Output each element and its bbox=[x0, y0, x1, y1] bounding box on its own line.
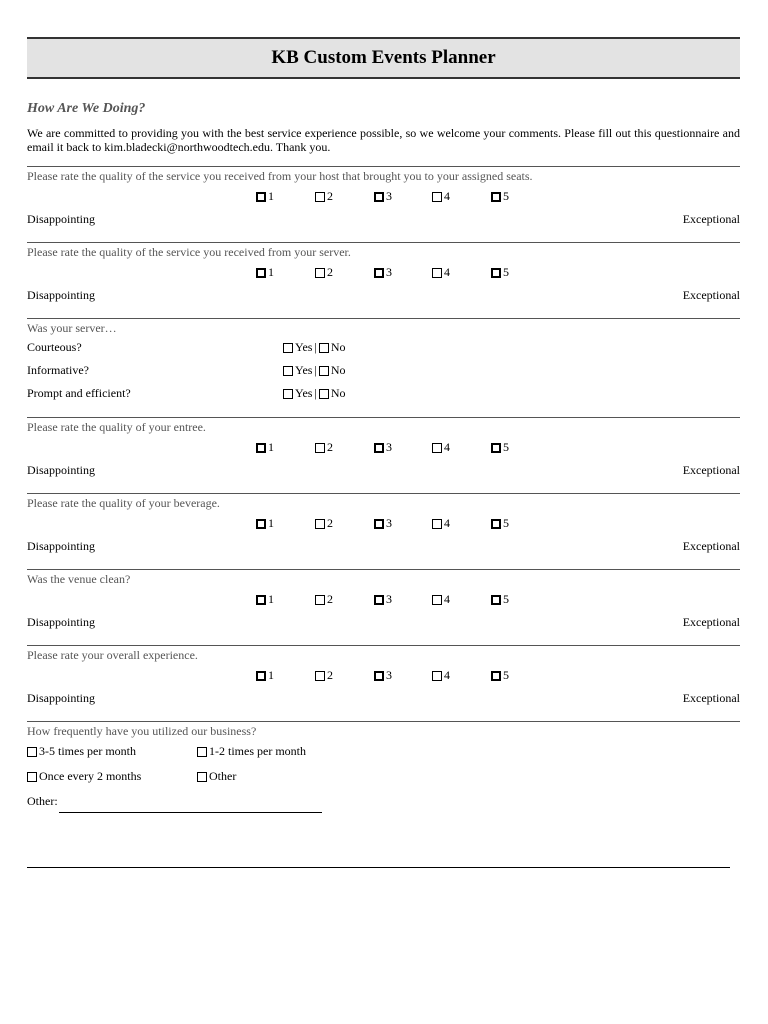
checkbox[interactable] bbox=[491, 595, 501, 605]
checkbox[interactable] bbox=[491, 192, 501, 202]
question-text: Was your server… bbox=[27, 321, 117, 335]
rating-option-3[interactable]: 3 bbox=[374, 592, 392, 607]
checkbox[interactable] bbox=[315, 671, 325, 681]
scale-low-label: Disappointing bbox=[27, 615, 95, 629]
frequency-option[interactable]: Other bbox=[197, 764, 236, 789]
frequency-option[interactable]: Once every 2 months bbox=[27, 764, 141, 789]
rating-host bbox=[27, 166, 740, 230]
checkbox[interactable] bbox=[432, 519, 442, 529]
rating-option-2[interactable]: 2 bbox=[315, 592, 333, 607]
checkbox[interactable] bbox=[256, 443, 266, 453]
frequency-option[interactable]: 1-2 times per month bbox=[197, 739, 306, 764]
question-text: Please rate the quality of the service you received from your host that brought you to your assigned seats. bbox=[27, 169, 533, 183]
survey-form bbox=[27, 37, 740, 813]
checkbox[interactable] bbox=[491, 268, 501, 278]
checkbox[interactable] bbox=[256, 192, 266, 202]
yes-label: Yes bbox=[295, 340, 313, 354]
scale-labels bbox=[27, 535, 740, 557]
scale-high-label: Exceptional bbox=[682, 539, 740, 553]
scale-high-label: Exceptional bbox=[682, 463, 740, 477]
server-item-courteous bbox=[27, 336, 740, 359]
checkbox[interactable] bbox=[432, 192, 442, 202]
rating-options bbox=[27, 435, 740, 459]
checkbox[interactable] bbox=[315, 595, 325, 605]
rating-venue-clean bbox=[27, 569, 740, 633]
checkbox[interactable] bbox=[432, 671, 442, 681]
rating-option-4[interactable]: 4 bbox=[432, 668, 450, 683]
checkbox[interactable] bbox=[491, 443, 501, 453]
rating-beverage bbox=[27, 493, 740, 557]
yes-label: Yes bbox=[295, 386, 313, 400]
question-text: Please rate the quality of your entree. bbox=[27, 420, 206, 434]
server-questions bbox=[27, 318, 740, 405]
rating-entree bbox=[27, 417, 740, 481]
rating-option-2[interactable]: 2 bbox=[315, 265, 333, 280]
yes-checkbox[interactable] bbox=[283, 366, 293, 376]
rating-option-2[interactable]: 2 bbox=[315, 668, 333, 683]
other-input[interactable] bbox=[59, 798, 322, 813]
rating-option-1[interactable]: 1 bbox=[256, 440, 274, 455]
rating-option-1[interactable]: 1 bbox=[256, 189, 274, 204]
checkbox[interactable] bbox=[491, 519, 501, 529]
checkbox[interactable] bbox=[374, 443, 384, 453]
rating-option-5[interactable]: 5 bbox=[491, 668, 509, 683]
checkbox[interactable] bbox=[491, 671, 501, 681]
rating-option-4[interactable]: 4 bbox=[432, 592, 450, 607]
other-label: Other: bbox=[27, 794, 58, 808]
checkbox[interactable] bbox=[256, 519, 266, 529]
rating-option-2[interactable]: 2 bbox=[315, 516, 333, 531]
rating-option-5[interactable]: 5 bbox=[491, 440, 509, 455]
checkbox[interactable] bbox=[374, 671, 384, 681]
checkbox[interactable] bbox=[27, 747, 37, 757]
scale-low-label: Disappointing bbox=[27, 212, 95, 226]
question-text: Was the venue clean? bbox=[27, 572, 131, 586]
rating-option-1[interactable]: 1 bbox=[256, 668, 274, 683]
frequency-option[interactable]: 3-5 times per month bbox=[27, 739, 136, 764]
frequency-row-1 bbox=[27, 739, 740, 764]
rating-options bbox=[27, 663, 740, 687]
no-checkbox[interactable] bbox=[319, 366, 329, 376]
no-label: No bbox=[330, 386, 346, 400]
comment-line[interactable] bbox=[27, 867, 730, 868]
rating-options bbox=[27, 184, 740, 208]
scale-labels bbox=[27, 208, 740, 230]
separator: | bbox=[314, 340, 317, 354]
server-item-informative bbox=[27, 359, 740, 382]
scale-high-label: Exceptional bbox=[682, 212, 740, 226]
checkbox[interactable] bbox=[315, 268, 325, 278]
yes-no-options bbox=[283, 382, 346, 405]
scale-high-label: Exceptional bbox=[682, 288, 740, 302]
rating-options bbox=[27, 587, 740, 611]
yes-checkbox[interactable] bbox=[283, 343, 293, 353]
checkbox[interactable] bbox=[197, 772, 207, 782]
scale-low-label: Disappointing bbox=[27, 288, 95, 302]
checkbox[interactable] bbox=[315, 192, 325, 202]
question-text: Please rate the quality of your beverage. bbox=[27, 496, 220, 510]
server-item-prompt bbox=[27, 382, 740, 405]
checkbox[interactable] bbox=[432, 443, 442, 453]
rating-options bbox=[27, 511, 740, 535]
checkbox[interactable] bbox=[374, 268, 384, 278]
rating-option-5[interactable]: 5 bbox=[491, 592, 509, 607]
scale-labels bbox=[27, 611, 740, 633]
yes-checkbox[interactable] bbox=[283, 389, 293, 399]
checkbox[interactable] bbox=[374, 192, 384, 202]
checkbox[interactable] bbox=[256, 595, 266, 605]
scale-high-label: Exceptional bbox=[682, 615, 740, 629]
checkbox[interactable] bbox=[432, 595, 442, 605]
item-label: Prompt and efficient? bbox=[27, 386, 131, 400]
rating-option-3[interactable]: 3 bbox=[374, 668, 392, 683]
rating-overall bbox=[27, 645, 740, 709]
scale-high-label: Exceptional bbox=[682, 691, 740, 705]
no-label: No bbox=[330, 363, 346, 377]
rating-option-4[interactable]: 4 bbox=[432, 440, 450, 455]
frequency-question bbox=[27, 721, 740, 813]
rating-options bbox=[27, 260, 740, 284]
question-text: Please rate your overall experience. bbox=[27, 648, 198, 662]
scale-labels bbox=[27, 459, 740, 481]
item-label: Informative? bbox=[27, 363, 89, 377]
yes-no-options bbox=[283, 336, 346, 359]
scale-low-label: Disappointing bbox=[27, 463, 95, 477]
rating-option-3[interactable]: 3 bbox=[374, 265, 392, 280]
no-checkbox[interactable] bbox=[319, 343, 329, 353]
question-text: Please rate the quality of the service you received from your server. bbox=[27, 245, 351, 259]
checkbox[interactable] bbox=[256, 268, 266, 278]
rating-option-4[interactable]: 4 bbox=[432, 265, 450, 280]
rating-option-1[interactable]: 1 bbox=[256, 265, 274, 280]
scale-low-label: Disappointing bbox=[27, 691, 95, 705]
checkbox[interactable] bbox=[315, 519, 325, 529]
scale-labels bbox=[27, 284, 740, 306]
checkbox[interactable] bbox=[432, 268, 442, 278]
separator: | bbox=[314, 386, 317, 400]
rating-option-4[interactable]: 4 bbox=[432, 189, 450, 204]
rating-option-2[interactable]: 2 bbox=[315, 440, 333, 455]
other-field-row bbox=[27, 789, 740, 813]
rating-option-5[interactable]: 5 bbox=[491, 189, 509, 204]
checkbox[interactable] bbox=[374, 519, 384, 529]
rating-option-3[interactable]: 3 bbox=[374, 516, 392, 531]
intro-text: We are committed to providing you with the best service experience possible, so we welcome your comments. Please fill out this questionnaire and email it back to kim.bladecki@northwoodtech.edu. Thank you. bbox=[27, 126, 740, 154]
separator: | bbox=[314, 363, 317, 377]
yes-label: Yes bbox=[295, 363, 313, 377]
checkbox[interactable] bbox=[315, 443, 325, 453]
section-subtitle: How Are We Doing? bbox=[27, 101, 146, 116]
question-text: How frequently have you utilized our business? bbox=[27, 724, 257, 738]
scale-low-label: Disappointing bbox=[27, 539, 95, 553]
rating-option-3[interactable]: 3 bbox=[374, 440, 392, 455]
rating-option-2[interactable]: 2 bbox=[315, 189, 333, 204]
yes-no-options bbox=[283, 359, 346, 382]
frequency-row-2 bbox=[27, 764, 740, 789]
rating-option-5[interactable]: 5 bbox=[491, 516, 509, 531]
rating-option-3[interactable]: 3 bbox=[374, 189, 392, 204]
checkbox[interactable] bbox=[256, 671, 266, 681]
no-checkbox[interactable] bbox=[319, 389, 329, 399]
rating-option-1[interactable]: 1 bbox=[256, 516, 274, 531]
scale-labels bbox=[27, 687, 740, 709]
checkbox[interactable] bbox=[197, 747, 207, 757]
page-title: KB Custom Events Planner bbox=[27, 37, 740, 79]
rating-option-5[interactable]: 5 bbox=[491, 265, 509, 280]
checkbox[interactable] bbox=[27, 772, 37, 782]
rating-option-1[interactable]: 1 bbox=[256, 592, 274, 607]
rating-option-4[interactable]: 4 bbox=[432, 516, 450, 531]
no-label: No bbox=[330, 340, 346, 354]
item-label: Courteous? bbox=[27, 340, 82, 354]
rating-server bbox=[27, 242, 740, 306]
checkbox[interactable] bbox=[374, 595, 384, 605]
